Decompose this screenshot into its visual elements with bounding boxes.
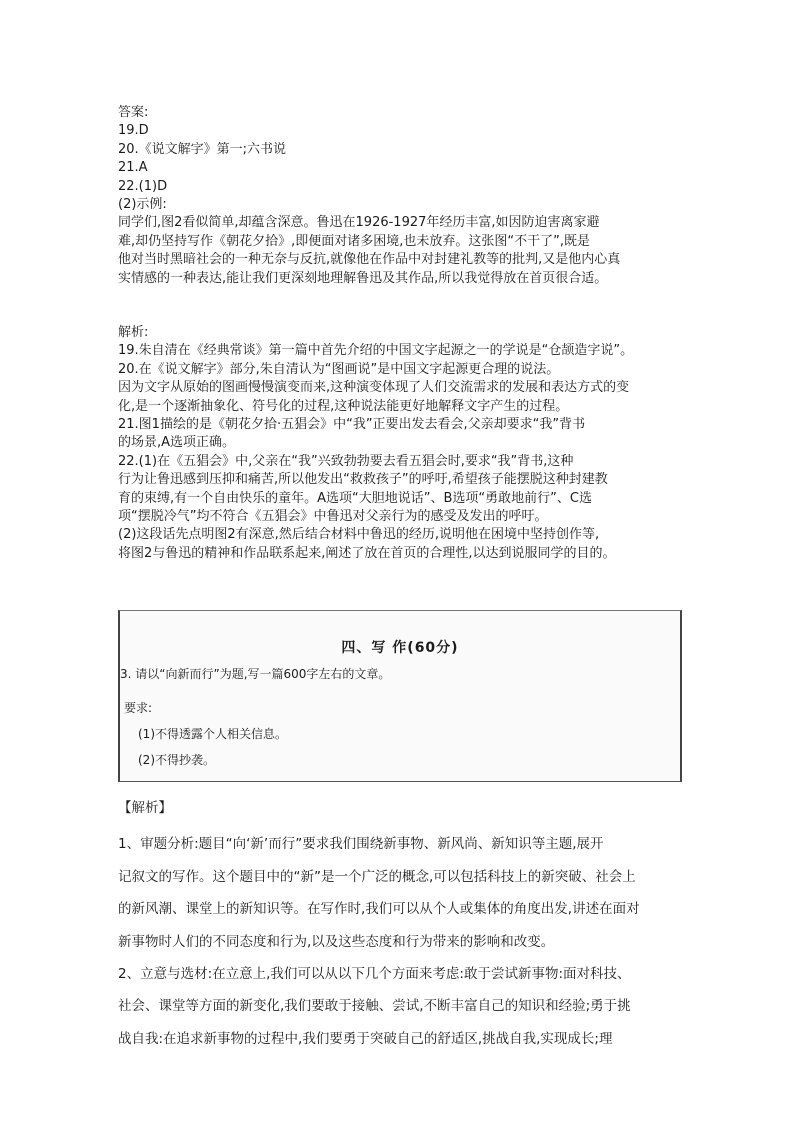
essay-analysis-line: 的新风潮、课堂上的新知识等。在写作时,我们可以从个人或集体的角度出发,讲述在面对 [118, 901, 640, 918]
requirements-label: 要求: [124, 701, 153, 715]
essay-analysis-line: 2、立意与选材:在立意上,我们可以从以下几个方面来考虑:敢于尝试新事物:面对科技、 [118, 966, 631, 983]
analysis-line: 因为文字从原始的图画慢慢演变而来,这种演变体现了人们交流需求的发展和表达方式的变 [118, 380, 630, 396]
answer-22-2-line: 他对当时黑暗社会的一种无奈与反抗,就像他在作品中对封建礼教等的批判,又是他内心真 [118, 252, 621, 268]
analysis-line: 22.(1)在《五猖会》中,父亲在“我”兴致勃勃要去看五猖会时,要求“我”背书,这种 [118, 453, 574, 469]
analysis-heading: 解析: [118, 325, 149, 340]
analysis-line: 行为让鲁迅感到压抑和痛苦,所以他发出“救救孩子”的呼吁,希望孩子能摆脱这种封建教 [118, 472, 608, 488]
requirement-1: (1)不得透露个人相关信息。 [138, 727, 287, 741]
analysis-section [118, 324, 686, 563]
answer-19: 19.D [118, 123, 149, 139]
essay-analysis-line: 1、审题分析:题目“向‘新’而行”要求我们围绕新事物、新风尚、新知识等主题,展开 [118, 836, 604, 853]
answer-22-2-line: 难,却仍坚持写作《朝花夕拾》,即便面对诸多困境,也未放弃。这张图“不干了”,既是 [118, 233, 590, 249]
analysis-line: 21.图1描绘的是《朝花夕拾·五猖会》中“我”正要出发去看会,父亲却要求“我”背书 [118, 417, 586, 433]
analysis-line: 化,是一个逐渐抽象化、符号化的过程,这种说法能更好地解释文字产生的过程。 [118, 398, 569, 414]
essay-analysis-section [118, 792, 686, 1055]
analysis-line: 育的束缚,有一个自由快乐的童年。A选项“大胆地说话”、B选项“勇敢地前行”、C选 [118, 490, 592, 506]
answer-22-2-line: 同学们,图2看似简单,却蕴含深意。鲁迅在1926-1927年经历丰富,如因防迫害离家避 [118, 215, 600, 231]
essay-analysis-line: 社会、课堂等方面的新变化,我们要敢于接触、尝试,不断丰富自己的知识和经验;勇于挑 [118, 998, 631, 1015]
essay-analysis-line: 战自我:在追求新事物的过程中,我们要勇于突破自己的舒适区,挑战自我,实现成长;理 [118, 1030, 613, 1047]
answer-22-2-label: (2)示例: [118, 197, 167, 213]
answers-heading: 答案: [118, 105, 149, 120]
answer-22-2-line: 实情感的一种表达,能让我们更深刻地理解鲁迅及其作品,所以我觉得放在首页很合适。 [118, 270, 608, 286]
writing-prompt: 3. 请以“向新而行”为题,写一篇600字左右的文章。 [120, 667, 391, 681]
essay-analysis-line: 记叙文的写作。这个题目中的“新”是一个广泛的概念,可以包括科技上的新突破、社会上 [118, 868, 636, 885]
answer-20: 20.《说文解字》第一;六书说 [118, 141, 287, 157]
writing-question-scan [118, 610, 682, 782]
analysis-line: 19.朱自清在《经典常谈》第一篇中首先介绍的中国文字起源之一的学说是“仓颉造字说”。 [118, 343, 634, 359]
answer-22-1: 22.(1)D [118, 178, 168, 194]
essay-analysis-heading: 【解析】 [118, 800, 172, 816]
analysis-line: 将图2与鲁迅的精神和作品联系起来,阐述了放在首页的合理性,以达到说服同学的目的。 [118, 545, 616, 561]
analysis-line: (2)这段话先点明图2有深意,然后结合材料中鲁迅的经历,说明他在困境中坚持创作等, [118, 527, 600, 543]
answers-section [118, 104, 686, 288]
essay-analysis-line: 新事物时人们的不同态度和行为,以及这些态度和行为带来的影响和改变。 [118, 933, 555, 950]
analysis-line: 项“摆脱冷气”均不符合《五猖会》中鲁迅对父亲行为的感受及发出的呼吁。 [118, 509, 548, 525]
analysis-line: 20.在《说文解字》部分,朱自清认为“图画说”是中国文字起源更合理的说法。 [118, 361, 560, 377]
analysis-line: 的场景,A选项正确。 [118, 435, 236, 451]
answer-21: 21.A [118, 160, 148, 176]
writing-section-title: 四、写 作(60分) [341, 640, 459, 656]
requirement-2: (2)不得抄袭。 [138, 753, 215, 767]
